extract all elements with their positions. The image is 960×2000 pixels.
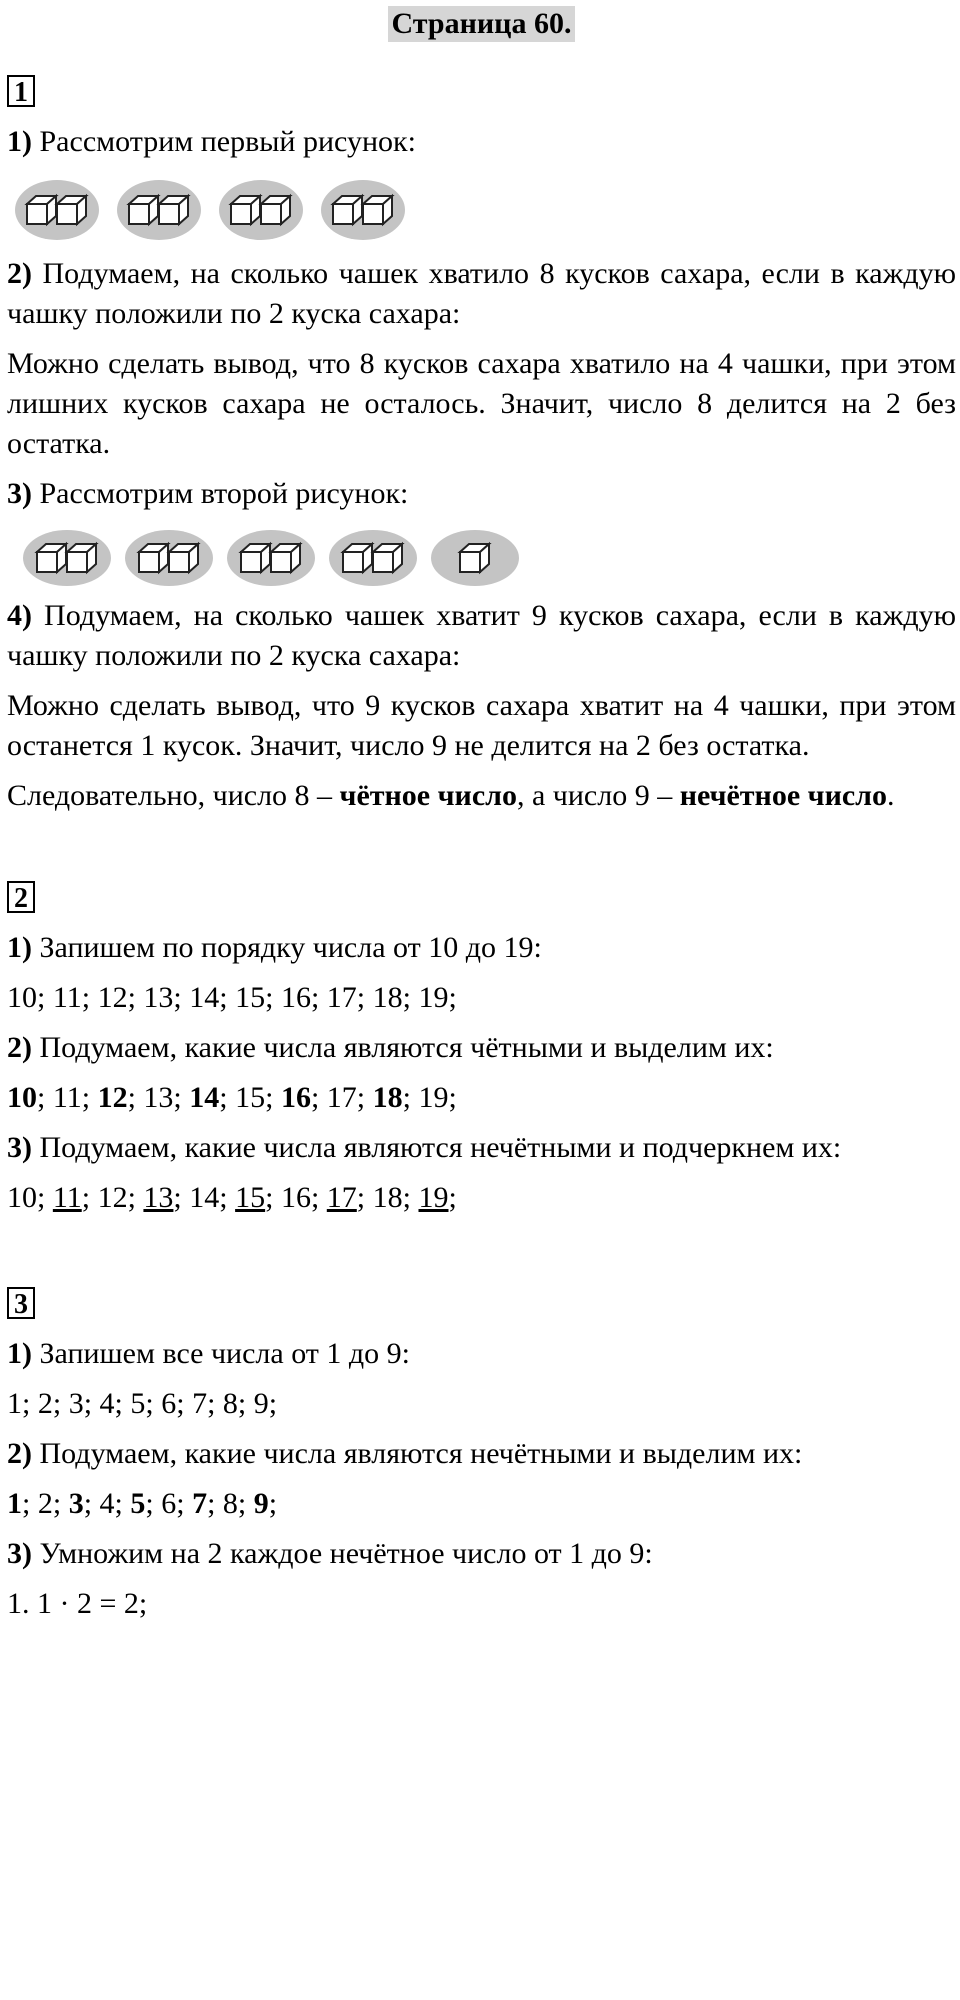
list-number: 9	[253, 1387, 269, 1420]
sugar-cube-icon	[363, 196, 392, 224]
list-number: 11	[52, 1181, 82, 1214]
section-3	[7, 1284, 956, 1624]
list-number: 14	[189, 981, 220, 1014]
step-label: 1)	[7, 931, 32, 964]
list-separator: ;	[402, 1081, 419, 1114]
list-separator: ;	[402, 981, 419, 1014]
list-number: 17	[326, 1081, 357, 1114]
list-separator: ;	[448, 1081, 457, 1114]
sugar-cube-icon	[261, 196, 290, 224]
list-number: 14	[189, 1181, 220, 1214]
section-number-3: 3	[7, 1287, 35, 1319]
list-separator: ;	[237, 1487, 254, 1520]
list-number: 4	[99, 1487, 115, 1520]
list-number: 17	[326, 981, 357, 1014]
sugar-cube-icon	[159, 196, 188, 224]
list-separator: ;	[83, 1487, 100, 1520]
list-number: 2	[37, 1487, 53, 1520]
list-separator: ;	[173, 1181, 190, 1214]
list-number: 15	[235, 981, 266, 1014]
list-separator: ;	[81, 1181, 98, 1214]
list-separator: ;	[219, 1081, 236, 1114]
list-number: 4	[99, 1387, 115, 1420]
sugar-cube-icon	[169, 544, 198, 572]
sugar-cube-icon	[373, 544, 402, 572]
list-number: 18	[372, 1081, 403, 1114]
list-separator: ;	[448, 1181, 457, 1214]
list-number: 16	[280, 981, 311, 1014]
list-number: 18	[372, 1181, 403, 1214]
list-number: 12	[97, 981, 128, 1014]
section-2	[7, 878, 956, 1218]
list-number: 12	[97, 1081, 128, 1114]
step-label: 1)	[7, 125, 32, 158]
step-label: 3)	[7, 1131, 32, 1164]
section-number-2: 2	[7, 881, 35, 913]
sugar-cups-figure-2	[7, 514, 527, 594]
section-number-1: 1	[7, 75, 35, 107]
sugar-cube-icon	[231, 196, 260, 224]
list-number: 7	[192, 1487, 208, 1520]
step-text: Подумаем, какие числа являются нечётными и подчеркнем их:	[32, 1131, 842, 1164]
step-1-2	[7, 254, 956, 334]
list-separator: ;	[176, 1487, 193, 1520]
list-separator: ;	[127, 1081, 144, 1114]
list-number: 1	[7, 1487, 22, 1520]
list-separator: ;	[173, 1081, 190, 1114]
list-separator: ;	[22, 1387, 38, 1420]
list-separator: ;	[310, 1181, 327, 1214]
list-separator: ;	[52, 1387, 69, 1420]
number-list-10-19	[7, 978, 956, 1018]
step-text: Умножим на 2 каждое нечётное число от 1 до 9:	[32, 1537, 653, 1570]
list-number: 10	[7, 981, 37, 1014]
list-separator: ;	[268, 1387, 278, 1420]
list-separator: ;	[83, 1387, 100, 1420]
step-text: Подумаем, какие числа являются чётными и выделим их:	[32, 1031, 774, 1064]
step-text: Рассмотрим первый рисунок:	[32, 125, 416, 158]
list-separator: ;	[219, 981, 236, 1014]
list-separator: ;	[145, 1487, 162, 1520]
list-number: 14	[189, 1081, 220, 1114]
list-separator: ;	[356, 1181, 373, 1214]
list-number: 18	[372, 981, 403, 1014]
term-even: чётное число	[339, 779, 517, 812]
calculation-line: 1. 1 · 2 = 2;	[7, 1587, 148, 1620]
conclusion-text: , а число 9 –	[516, 779, 680, 812]
step-3-2	[7, 1434, 956, 1474]
list-number: 8	[222, 1487, 238, 1520]
number-list-odd-bold	[7, 1484, 956, 1524]
list-separator: ;	[356, 1081, 373, 1114]
step-text: Подумаем, на сколько чашек хватило 8 кусков сахара, если в каждую чашку положили по 2 куска сахара:	[7, 257, 956, 330]
paragraph-conclusion-9: Можно сделать вывод, что 9 кусков сахара хватит на 4 чашки, при этом останется 1 кусок. Значит, число 9 не делится на 2 без остатка.	[7, 689, 956, 762]
list-separator: ;	[114, 1387, 131, 1420]
step-3-1	[7, 1334, 956, 1374]
list-number: 11	[52, 981, 82, 1014]
list-separator: ;	[265, 981, 281, 1014]
list-separator: ;	[173, 981, 190, 1014]
page-title: Страница 60.	[388, 6, 576, 42]
step-1-1	[7, 122, 956, 162]
sugar-cube-icon	[241, 544, 270, 572]
list-separator: ;	[237, 1387, 254, 1420]
sugar-cube-icon	[271, 544, 300, 572]
step-label: 2)	[7, 1437, 32, 1470]
section-1	[7, 72, 956, 816]
step-label: 3)	[7, 477, 32, 510]
list-separator: ;	[37, 981, 53, 1014]
step-2-2	[7, 1028, 956, 1068]
list-number: 3	[68, 1487, 84, 1520]
list-separator: ;	[310, 981, 327, 1014]
list-separator: ;	[127, 1181, 144, 1214]
list-number: 15	[235, 1181, 266, 1214]
list-number: 9	[253, 1487, 269, 1520]
list-number: 2	[37, 1387, 53, 1420]
sugar-cube-icon	[333, 196, 362, 224]
step-label: 1)	[7, 1337, 32, 1370]
list-number: 13	[143, 981, 174, 1014]
list-separator: ;	[448, 981, 457, 1014]
step-text: Запишем по порядку числа от 10 до 19:	[32, 931, 542, 964]
step-2-1	[7, 928, 956, 968]
number-list-1-9	[7, 1384, 956, 1424]
list-separator: ;	[37, 1181, 53, 1214]
step-text: Запишем все числа от 1 до 9:	[32, 1337, 411, 1370]
step-text: Подумаем, на сколько чашек хватит 9 кусков сахара, если в каждую чашку положили по 2 куска сахара:	[7, 599, 956, 672]
list-separator: ;	[265, 1081, 281, 1114]
step-1-3	[7, 474, 956, 514]
list-separator: ;	[265, 1181, 281, 1214]
sugar-cube-icon	[129, 196, 158, 224]
list-separator: ;	[219, 1181, 236, 1214]
list-separator: ;	[22, 1487, 38, 1520]
list-separator: ;	[356, 981, 373, 1014]
step-label: 2)	[7, 257, 32, 290]
conclusion-text: .	[887, 779, 895, 812]
list-number: 6	[161, 1387, 177, 1420]
number-list-even-bold	[7, 1078, 956, 1118]
list-separator: ;	[114, 1487, 131, 1520]
list-separator: ;	[81, 981, 98, 1014]
list-number: 5	[130, 1487, 146, 1520]
list-separator: ;	[176, 1387, 193, 1420]
sugar-cube-icon	[460, 544, 489, 572]
list-number: 19	[418, 981, 449, 1014]
list-number: 16	[280, 1181, 311, 1214]
list-separator: ;	[207, 1387, 223, 1420]
list-separator: ;	[81, 1081, 98, 1114]
term-odd: нечётное число	[679, 779, 887, 812]
page-title-wrap	[7, 0, 956, 44]
paragraph-conclusion-8: Можно сделать вывод, что 8 кусков сахара хватило на 4 чашки, при этом лишних кусков сахара не осталось. Значит, число 8 делится на 2 без остатка.	[7, 347, 956, 460]
sugar-cube-icon	[139, 544, 168, 572]
list-number: 17	[326, 1181, 357, 1214]
sugar-cube-icon	[37, 544, 66, 572]
paragraph-conclusion-even-odd	[7, 776, 956, 816]
list-number: 13	[143, 1181, 174, 1214]
list-number: 8	[222, 1387, 238, 1420]
number-list-odd-underlined	[7, 1178, 956, 1218]
sugar-cube-icon	[67, 544, 96, 572]
step-label: 3)	[7, 1537, 32, 1570]
step-text: Подумаем, какие числа являются нечётными и выделим их:	[32, 1437, 803, 1470]
list-number: 3	[68, 1387, 84, 1420]
step-label: 4)	[7, 599, 32, 632]
step-text: Рассмотрим второй рисунок:	[32, 477, 409, 510]
list-separator: ;	[52, 1487, 69, 1520]
list-number: 5	[130, 1387, 146, 1420]
list-number: 7	[192, 1387, 208, 1420]
sugar-cube-icon	[27, 196, 56, 224]
step-3-3	[7, 1534, 956, 1574]
list-number: 12	[97, 1181, 128, 1214]
list-separator: ;	[207, 1487, 223, 1520]
list-separator: ;	[402, 1181, 419, 1214]
list-number: 16	[280, 1081, 311, 1114]
list-separator: ;	[268, 1487, 278, 1520]
list-number: 19	[418, 1081, 449, 1114]
sugar-cube-icon	[343, 544, 372, 572]
list-separator: ;	[145, 1387, 162, 1420]
step-label: 2)	[7, 1031, 32, 1064]
sugar-cups-figure-1	[7, 162, 427, 252]
sugar-cube-icon	[57, 196, 86, 224]
step-2-3	[7, 1128, 956, 1168]
list-separator: ;	[127, 981, 144, 1014]
list-number: 15	[235, 1081, 266, 1114]
list-number: 10	[7, 1081, 37, 1114]
list-number: 11	[52, 1081, 82, 1114]
list-number: 6	[161, 1487, 177, 1520]
list-separator: ;	[37, 1081, 53, 1114]
list-number: 10	[7, 1181, 37, 1214]
list-number: 1	[7, 1387, 22, 1420]
list-number: 19	[418, 1181, 449, 1214]
list-separator: ;	[310, 1081, 327, 1114]
conclusion-text: Следовательно, число 8 –	[7, 779, 340, 812]
list-number: 13	[143, 1081, 174, 1114]
step-1-4	[7, 596, 956, 676]
